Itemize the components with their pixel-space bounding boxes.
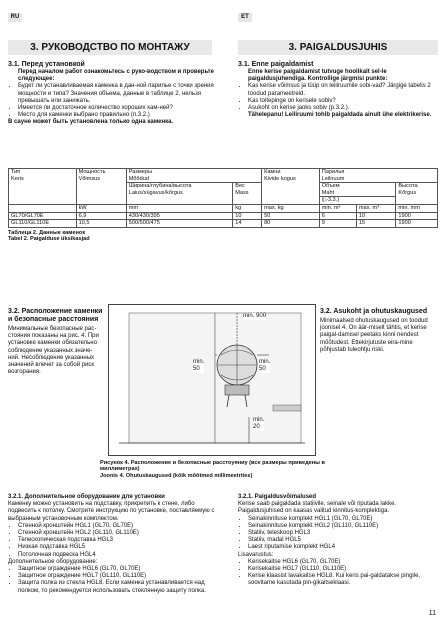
dim-value-20: 20 xyxy=(253,424,260,431)
et-3-1-item: • Kas kerise võimsus ja tüüp on leiliruumile sobi-vad? Järgige tabelis 2 toodud parameetreid. xyxy=(248,83,438,97)
ru-3-2-1-extra-item: • Защита полка из стекла HGL8. Если каменка устанавливается над полком, то рекомендуется использовать стеклянную защиту полка. xyxy=(18,580,216,594)
et-3-1-heading: 3.1. Enne paigaldamist xyxy=(238,61,314,68)
dim-label-right xyxy=(259,359,270,373)
et-section-3-2-1 xyxy=(238,494,438,588)
ru-3-1-note: В сауне может быть установлена только одна каменка. xyxy=(8,119,174,126)
et-3-2-1-extra-item: • Kerisekaitse HGL7 (GL110, GL110E) xyxy=(248,566,438,573)
unit-hmin: min. mm xyxy=(396,204,438,212)
cell-stones: 50 xyxy=(262,212,320,220)
unit-empty xyxy=(9,204,77,212)
table-row xyxy=(9,212,438,220)
cell-vmin: 9 xyxy=(319,220,356,228)
unit-power: kW xyxy=(76,204,126,212)
cell-power: 6,9 xyxy=(76,212,126,220)
section-title-ru: 3. РУКОВОДСТВО ПО МОНТАЖУ xyxy=(8,40,212,55)
ru-3-1-item: • Будет ли устанавливаемая каменка в дан-ной парилье с точки зрения мощности и типа? Значения объема, данные в таблице 2, нельзя превышать или занижать. xyxy=(18,83,214,105)
lang-tag-ru: RU xyxy=(8,13,22,22)
unit-dim: mm xyxy=(126,204,233,212)
et-3-2-1-item: • Statiiv, madal HGL5 xyxy=(248,537,438,544)
figure-caption-et: Joonis 4. Ohutuskaugused (kõik mõõtmed millimeetrites) xyxy=(100,473,253,479)
cell-hmin: 1900 xyxy=(396,220,438,228)
et-3-1-item: • Asukoht on kerise jaoks sobiv (p.3.2.). xyxy=(248,105,438,112)
unit-vmin: min. m³ xyxy=(319,204,356,212)
ru-3-2-1-heading: 3.2.1. Дополнительное оборудование для установки xyxy=(8,494,165,500)
et-3-2-1-extra-item: • Kerisekaitse HGL6 (GL70, GL70E) xyxy=(248,559,438,566)
cell-type: GL110/GL110E xyxy=(9,220,77,228)
ru-3-2-1-item: • Телескопическая подставка HGL3 xyxy=(18,537,216,544)
table-caption-ru: Таблица 2. Данные каменок xyxy=(8,229,86,236)
ru-3-2-text: Минимальные безопасные рас-стояния показаны на рис. 4. При установке каменки обязательно соблюдение указанных значе-ний. Несоблюдение указанных значений влечет за собой риск возгорания. xyxy=(8,326,99,376)
dim-min-label: min. xyxy=(253,417,265,423)
wall-left xyxy=(129,313,215,443)
th-stones: Камни Kivide kogus xyxy=(262,169,320,205)
th-room: Парилья Leiliruum xyxy=(319,169,437,183)
spec-table-wrap xyxy=(8,168,438,243)
section-title-et: 3. PAIGALDUSJUHIS xyxy=(238,40,438,55)
dim-min-label: min. xyxy=(193,359,205,365)
th-volume: Объем Maht xyxy=(319,183,396,197)
cell-weight: 14 xyxy=(233,220,262,228)
figure-caption-ru: Рисунок 4. Расположение и безопасные расстоуяниу (все размеры приведены в миллиметрах) xyxy=(100,460,325,473)
unit-weight: kg xyxy=(233,204,262,212)
cell-vmax: 10 xyxy=(356,212,396,220)
dim-value-50: 50 xyxy=(259,366,266,373)
et-3-2-heading: 3.2. Asukoht ja ohutuskaugused xyxy=(320,308,428,315)
et-3-2-1-extra: Lisavarustus: xyxy=(238,551,274,558)
dim-label-left xyxy=(193,359,204,373)
cell-stones: 80 xyxy=(262,220,320,228)
th-size: Размеры Mõõdud xyxy=(126,169,261,183)
cell-vmin: 6 xyxy=(319,212,356,220)
th-height: Высота Kõrgus xyxy=(396,183,438,205)
cell-vmax: 15 xyxy=(356,220,396,228)
et-3-1-intro: Enne kerise paigaldamist tutvuge hoolikalt sel-le paigaldusjuhendiga. Kontrollige järgmisi punkte: xyxy=(248,69,388,83)
et-3-2-1-item: • Statiiv, teleskoop HGL3 xyxy=(248,530,438,537)
th-power: Мощность Võimsus xyxy=(76,169,126,205)
bench-shape xyxy=(273,405,301,411)
cell-hmin: 1900 xyxy=(396,212,438,220)
table-caption-et: Tabel 2. Paigalduse üksikasjad xyxy=(8,236,90,243)
th-type: Тип Keris xyxy=(9,169,77,205)
cell-type: GL70/GL70E xyxy=(9,212,77,220)
dim-min-label: min. xyxy=(259,359,271,365)
ru-3-2-1-intro: Каменку можно установить на подставку, прикрепить к стене, либо подвесить к потолку. Смотрите инструкцию по установке, поставляемую с выбранным установочным комплектом. xyxy=(8,501,215,522)
cell-dim: 500/500/475 xyxy=(126,220,233,228)
dim-value-900: 900 xyxy=(256,313,267,319)
th-note: (▷3.3.) xyxy=(319,197,396,205)
lang-tag-et: ET xyxy=(238,13,252,22)
ru-3-2-1-extra-item: • Защитное ограждение HGL6 (GL70, GL70E) xyxy=(18,566,216,573)
table-row xyxy=(9,220,438,228)
cell-weight: 10 xyxy=(233,212,262,220)
ru-3-2-1-item: • Стенной кронштейн HGL1 (GL70, GL70E) xyxy=(18,523,216,530)
ru-3-2-1-item: • Потолочная подвеска HGL4 xyxy=(18,552,216,559)
th-weight: Вес Mass xyxy=(233,183,262,205)
dim-min-label: min. xyxy=(243,313,255,319)
et-section-3-2 xyxy=(320,308,438,354)
ru-3-2-1-extra: Дополнительное оборудование: xyxy=(8,558,98,565)
ru-3-2-1-item: • Стенной кронштейн HGL2 (GL110, GL110E) xyxy=(18,530,216,537)
ru-section-3-1 xyxy=(8,61,214,127)
clearance-diagram xyxy=(109,305,315,455)
et-3-2-1-item: • Seinakinnituse komplekt HGL1 (GL70, GL70E) xyxy=(248,516,438,523)
ru-section-3-2 xyxy=(8,308,104,376)
ru-3-2-1-item: • Низкая подставка HGL5 xyxy=(18,544,216,551)
ru-3-1-intro: Перед началом работ ознакомьтесь с руко-водством и проверьте следующее: xyxy=(18,69,214,83)
et-3-1-note: Tähelepanu! Leiliruumi tohib paigaldada ainult ühe elektrikerise. xyxy=(248,112,432,119)
et-3-2-text: Minimaalsed ohutuskaugused on toodud joonisel 4. On äär-miselt tähtis, et kerise paigal-damisel peetaks kinni nendest mõõtudest. Ettekirjutuste eira-mine põhjustab tuleohtju riski. xyxy=(320,318,428,353)
ru-3-1-item: • Место для каменки выбрано правильно (п.3.2.) xyxy=(18,112,214,119)
et-3-2-1-extra-item: • Kerise klaasist lavakaitse HGL8. Kui keris pai-galdatakse pingile, soovitame kasutada pin-gikaitseklaasi. xyxy=(248,573,438,587)
unit-vmax: max. m³ xyxy=(356,204,396,212)
dim-label-top xyxy=(243,313,266,320)
cell-power: 10,5 xyxy=(76,220,126,228)
dim-value-50: 50 xyxy=(193,366,200,373)
et-3-2-1-intro: Kerise saab paigaldada statiivile, seinale või riputada lakke. Paigaldusjuhised on kaasas valitud kinnitus-komplektiga. xyxy=(238,501,397,515)
th-dimensions: Ширина/глубина/высота Laius/sügavus/kõrgus xyxy=(126,183,233,205)
page-number: 11 xyxy=(428,610,436,617)
ru-section-3-2-1 xyxy=(8,494,216,595)
ru-3-1-item: • Имеется ли достаточное количество хороших кам-ней? xyxy=(18,105,214,112)
clearance-figure xyxy=(108,304,316,456)
et-3-1-item: • Kas toitepinge on kerisele sobiv? xyxy=(248,98,438,105)
et-3-2-1-item: • Seinakinnituse komplekt HGL2 (GL110, GL110E) xyxy=(248,523,438,530)
ru-3-2-1-extra-item: • Защитное ограждение HGL7 (GL110, GL110E) xyxy=(18,573,216,580)
spec-table xyxy=(8,168,438,228)
cell-dim: 430/430/395 xyxy=(126,212,233,220)
et-3-2-1-heading: 3.2.1. Paigaldusvõimalused xyxy=(238,494,317,500)
dim-label-bottom xyxy=(253,417,264,431)
unit-stones: max. kg xyxy=(262,204,320,212)
ru-3-1-heading: 3.1. Перед установкой xyxy=(8,61,85,68)
ru-3-2-heading: 3.2. Расположение каменки и безопасные расстояния xyxy=(8,308,103,323)
et-section-3-1 xyxy=(238,61,438,119)
et-3-2-1-item: • Laest riputamise komplekt HGL4 xyxy=(248,544,438,551)
